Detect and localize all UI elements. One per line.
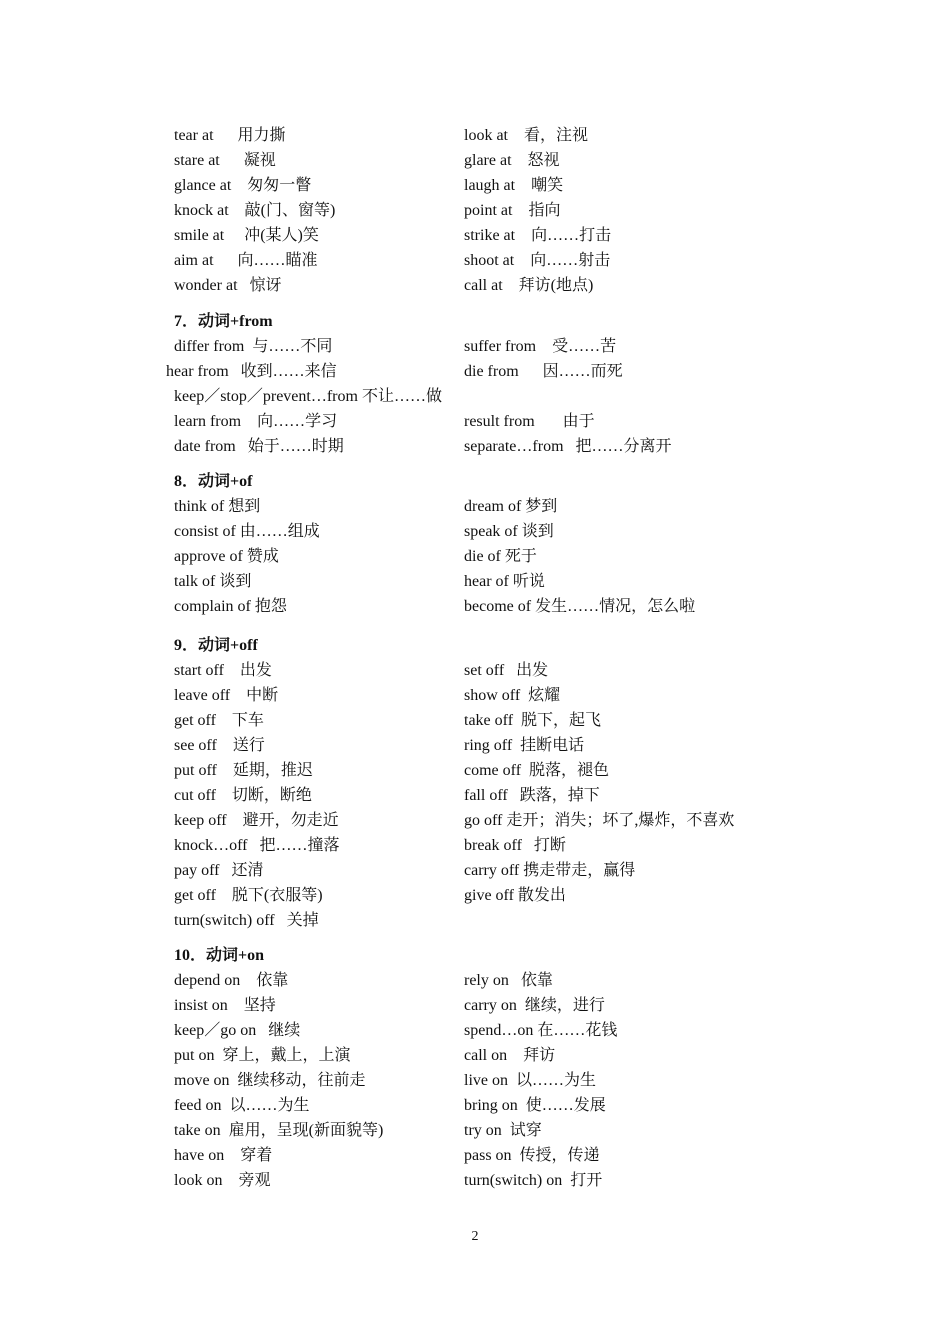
phrase-left: tear at 用力撕 — [174, 127, 286, 144]
phrase-left: turn(switch) off 关掉 — [174, 912, 319, 929]
phrase-left: get off 下车 — [174, 712, 264, 729]
phrase-right: die from 因……而死 — [464, 363, 623, 380]
phrase-left: hear from 收到……来信 — [166, 363, 337, 380]
phrase-right: suffer from 受……苦 — [464, 338, 617, 355]
section-heading: 10．动词+on — [174, 947, 265, 964]
phrase-right: ring off 挂断电话 — [464, 737, 585, 754]
phrase-left: put off 延期，推迟 — [174, 762, 313, 779]
section-heading: 8．动词+of — [174, 473, 253, 490]
phrase-right: call on 拜访 — [464, 1047, 556, 1064]
phrase-right: fall off 跌落，掉下 — [464, 787, 600, 804]
phrase-right: show off 炫耀 — [464, 687, 561, 704]
phrase-right: die of 死于 — [464, 548, 537, 565]
section-heading: 9．动词+off — [174, 637, 258, 654]
phrase-right: carry on 继续，进行 — [464, 997, 605, 1014]
phrase-left: aim at 向……瞄准 — [174, 252, 318, 269]
phrase-left: pay off 还清 — [174, 862, 264, 879]
phrase-right: try on 试穿 — [464, 1122, 542, 1139]
phrase-left: start off 出发 — [174, 662, 272, 679]
phrase-right: carry off 携走带走，赢得 — [464, 862, 636, 879]
phrase-right: bring on 使……发展 — [464, 1097, 606, 1114]
phrase-right: separate…from 把……分离开 — [464, 438, 672, 455]
phrase-left: feed on 以……为生 — [174, 1097, 310, 1114]
phrase-left: keep off 避开，勿走近 — [174, 812, 339, 829]
phrase-right: speak of 谈到 — [464, 523, 554, 540]
phrase-right: look at 看，注视 — [464, 127, 588, 144]
phrase-left: stare at 凝视 — [174, 152, 276, 169]
phrase-right: shoot at 向……射击 — [464, 252, 611, 269]
phrase-left: take on 雇用，呈现(新面貌等) — [174, 1122, 384, 1139]
phrase-left: wonder at 惊讶 — [174, 277, 282, 294]
phrase-right: turn(switch) on 打开 — [464, 1172, 603, 1189]
phrase-left: look on 旁观 — [174, 1172, 271, 1189]
phrase-right: call at 拜访(地点) — [464, 277, 594, 294]
phrase-left: approve of 赞成 — [174, 548, 279, 565]
page-number: 2 — [471, 1229, 479, 1244]
phrase-left: get off 脱下(衣服等) — [174, 887, 323, 904]
phrase-right: result from 由于 — [464, 413, 595, 430]
phrase-right: spend…on 在……花钱 — [464, 1022, 618, 1039]
phrase-left: put on 穿上，戴上，上演 — [174, 1047, 351, 1064]
phrase-right: laugh at 嘲笑 — [464, 177, 564, 194]
section-heading: 7．动词+from — [174, 313, 273, 330]
phrase-left: cut off 切断，断绝 — [174, 787, 312, 804]
phrase-left: complain of 抱怨 — [174, 598, 287, 615]
phrase-left: keep／go on 继续 — [174, 1022, 301, 1039]
phrase-left: keep／stop／prevent…from 不让……做 — [174, 388, 442, 405]
phrase-left: differ from 与……不同 — [174, 338, 333, 355]
phrase-right: give off 散发出 — [464, 887, 566, 904]
phrase-left: consist of 由……组成 — [174, 523, 320, 540]
phrase-left: learn from 向……学习 — [174, 413, 338, 430]
phrase-right: hear of 听说 — [464, 573, 545, 590]
phrase-right: rely on 依靠 — [464, 972, 553, 989]
phrase-right: become of 发生……情况，怎么啦 — [464, 598, 696, 615]
phrase-left: have on 穿着 — [174, 1147, 273, 1164]
phrase-left: move on 继续移动，往前走 — [174, 1072, 366, 1089]
phrase-left: knock at 敲(门、窗等) — [174, 202, 336, 219]
phrase-right: go off 走开；消失；坏了,爆炸，不喜欢 — [464, 812, 735, 829]
phrase-right: break off 打断 — [464, 837, 566, 854]
phrase-right: take off 脱下，起飞 — [464, 712, 602, 729]
phrase-left: talk of 谈到 — [174, 573, 252, 590]
phrase-right: glare at 怒视 — [464, 152, 560, 169]
phrase-left: knock…off 把……撞落 — [174, 837, 340, 854]
phrase-left: see off 送行 — [174, 737, 265, 754]
phrase-right: pass on 传授，传递 — [464, 1147, 600, 1164]
phrase-right: strike at 向……打击 — [464, 227, 612, 244]
phrase-right: live on 以……为生 — [464, 1072, 596, 1089]
phrase-left: depend on 依靠 — [174, 972, 289, 989]
phrase-right: dream of 梦到 — [464, 498, 558, 515]
phrase-left: smile at 冲(某人)笑 — [174, 227, 319, 244]
phrase-left: think of 想到 — [174, 498, 261, 515]
phrase-left: leave off 中断 — [174, 687, 279, 704]
phrase-left: glance at 匆匆一瞥 — [174, 177, 312, 194]
phrase-right: set off 出发 — [464, 662, 549, 679]
phrase-left: insist on 坚持 — [174, 997, 276, 1014]
phrase-left: date from 始于……时期 — [174, 438, 344, 455]
phrase-right: come off 脱落，褪色 — [464, 762, 610, 779]
phrase-right: point at 指向 — [464, 202, 561, 219]
